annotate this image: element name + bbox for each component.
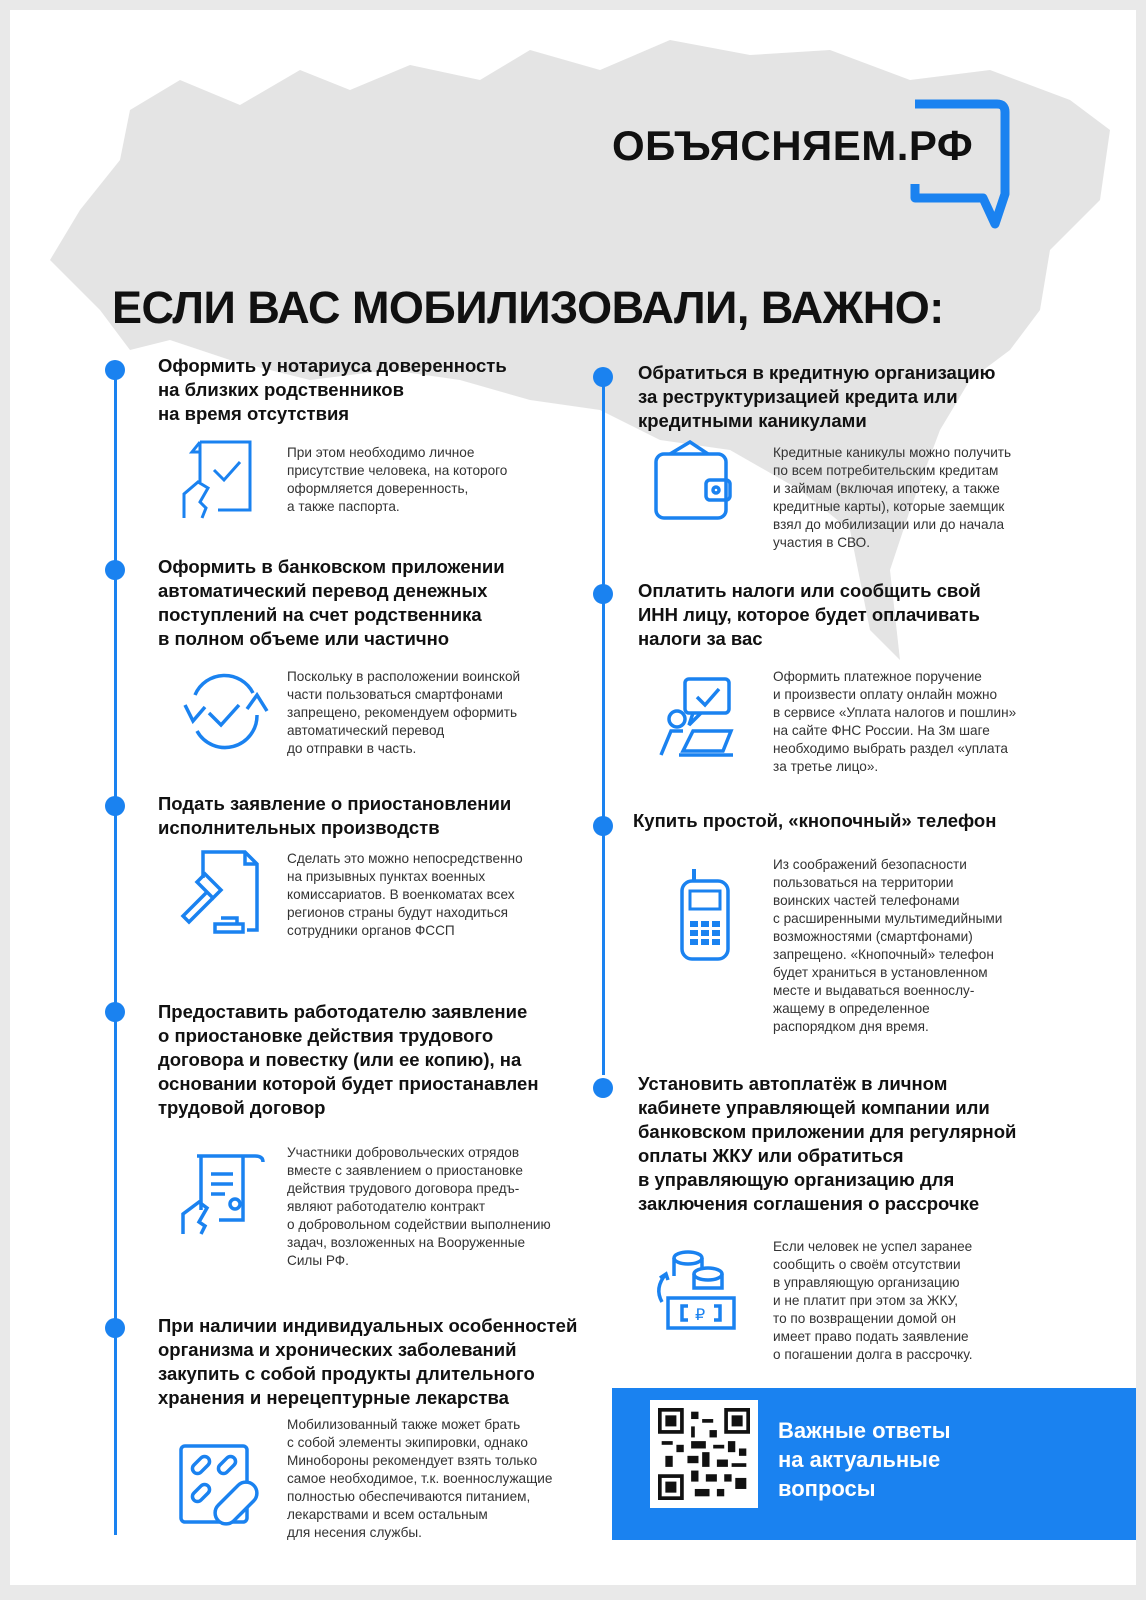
bullet-dot: [593, 1078, 613, 1098]
button-phone-icon: [678, 865, 738, 965]
svg-text:₽: ₽: [695, 1307, 706, 1324]
timeline-left: [114, 375, 117, 1535]
bullet-dot: [105, 1002, 125, 1022]
gavel-document-icon: [175, 848, 271, 938]
timeline-right: [602, 375, 605, 1075]
item-heading: Оформить у нотариуса доверенность на близких родственников на время отсутствия: [158, 355, 507, 424]
item-heading: Обратиться в кредитную организацию за реструктуризацией кредита или кредитными каникулами: [638, 362, 996, 431]
qr-answers-block[interactable]: [612, 1388, 1136, 1540]
item-description: Если человек не успел заранее сообщить о своём отсутствии в управляющую организацию и не платит при этом за ЖКУ, то по возвращении домой он имеет право подать заявление о погашении долга в рассрочку.: [773, 1239, 973, 1362]
item-heading: Установить автоплатёж в личном кабинете управляющей компании или банковском приложении для регулярной оплаты ЖКУ или обратиться в управляющую организацию для заключения соглашения о рассрочке: [638, 1073, 1017, 1214]
logo-text: ОБЪЯСНЯЕМ.РФ: [612, 122, 974, 169]
bullet-dot: [105, 560, 125, 580]
item-description: Сделать это можно непосредственно на призывных пунктах военных комиссариатов. В военкоматах всех регионов страны будут находиться сотрудники органов ФССП: [287, 851, 523, 938]
item-description: Участники добровольческих отрядов вместе с заявлением о приостановке действия трудового договора предъ- являют работодателю контракт о добровольном содействии выполнению задач, возложенных на Вооруженные Силы РФ.: [287, 1145, 551, 1268]
item-heading: Подать заявление о приостановлении исполнительных производств: [158, 793, 512, 838]
item-description: Поскольку в расположении воинской части пользоваться смартфонами запрещено, рекомендуем оформить автоматический перевод до отправки в часть.: [287, 669, 521, 756]
item-heading: Оплатить налоги или сообщить свой ИНН лицу, которое будет оплачивать налоги за вас: [638, 580, 981, 649]
item-description: Мобилизованный также может брать с собой элементы экипировки, однако Минобороны рекомендует взять только самое необходимое, т.к. военнослужащие полностью обеспечиваются питанием, лекарствами и всем остальным для несения службы.: [287, 1417, 553, 1540]
bullet-dot: [593, 367, 613, 387]
coins-ruble-icon: [648, 1248, 748, 1338]
bullet-dot: [105, 796, 125, 816]
bullet-dot: [593, 584, 613, 604]
poster: [10, 10, 1136, 1585]
contract-hand-icon: [175, 1150, 271, 1240]
item-description: Кредитные каникулы можно получить по всем потребительским кредитам и займам (включая ипотеку, а также кредитные карты), которые заемщик взял до мобилизации или до начала участия в СВО.: [773, 445, 1012, 550]
document-check-hand-icon: [178, 430, 268, 520]
qr-block-text: Важные ответы на актуальные вопросы: [778, 1418, 951, 1501]
item-heading: При наличии индивидуальных особенностей организма и хронических заболеваний закупить с собой продукты длительного хранения и нерецептурные лекарства: [158, 1315, 578, 1408]
item-description: При этом необходимо личное присутствие человека, на которого оформляется доверенность, а также паспорта.: [287, 445, 508, 514]
item-description: Из соображений безопасности пользоваться на территории воинских частей телефонами с расширенными мультимедийными возможностями (смартфонами) запрещено. «Кнопочный» телефон будет храниться в установленном месте и выдаваться военнослу- жащему в определенное распорядком дня время.: [773, 857, 1003, 1034]
person-laptop-check-icon: [655, 675, 745, 765]
bullet-dot: [105, 360, 125, 380]
bullet-dot: [593, 816, 613, 836]
page-title: ЕСЛИ ВАС МОБИЛИЗОВАЛИ, ВАЖНО:: [112, 282, 944, 333]
item-heading: Купить простой, «кнопочный» телефон: [633, 810, 997, 831]
item-heading: Предоставить работодателю заявление о приостановке действия трудового договора и повестку (или ее копию), на основании которой будет приостанавлен трудовой договор: [158, 1001, 539, 1118]
wallet-icon: [650, 440, 740, 524]
item-heading: Оформить в банковском приложении автоматический перевод денежных поступлений на счет родственника в полном объеме или частично: [158, 556, 505, 649]
refresh-check-icon: [175, 665, 271, 755]
speech-bubble-icon: [905, 94, 1015, 234]
pills-icon: [175, 1440, 271, 1536]
item-description: Оформить платежное поручение и произвести оплату онлайн можно в сервисе «Уплата налогов и пошлин» на сайте ФНС России. На 3м шаге необходимо выбрать раздел «уплата за третье лицо».: [773, 669, 1017, 774]
bullet-dot: [105, 1318, 125, 1338]
qr-code-icon[interactable]: [650, 1400, 758, 1508]
